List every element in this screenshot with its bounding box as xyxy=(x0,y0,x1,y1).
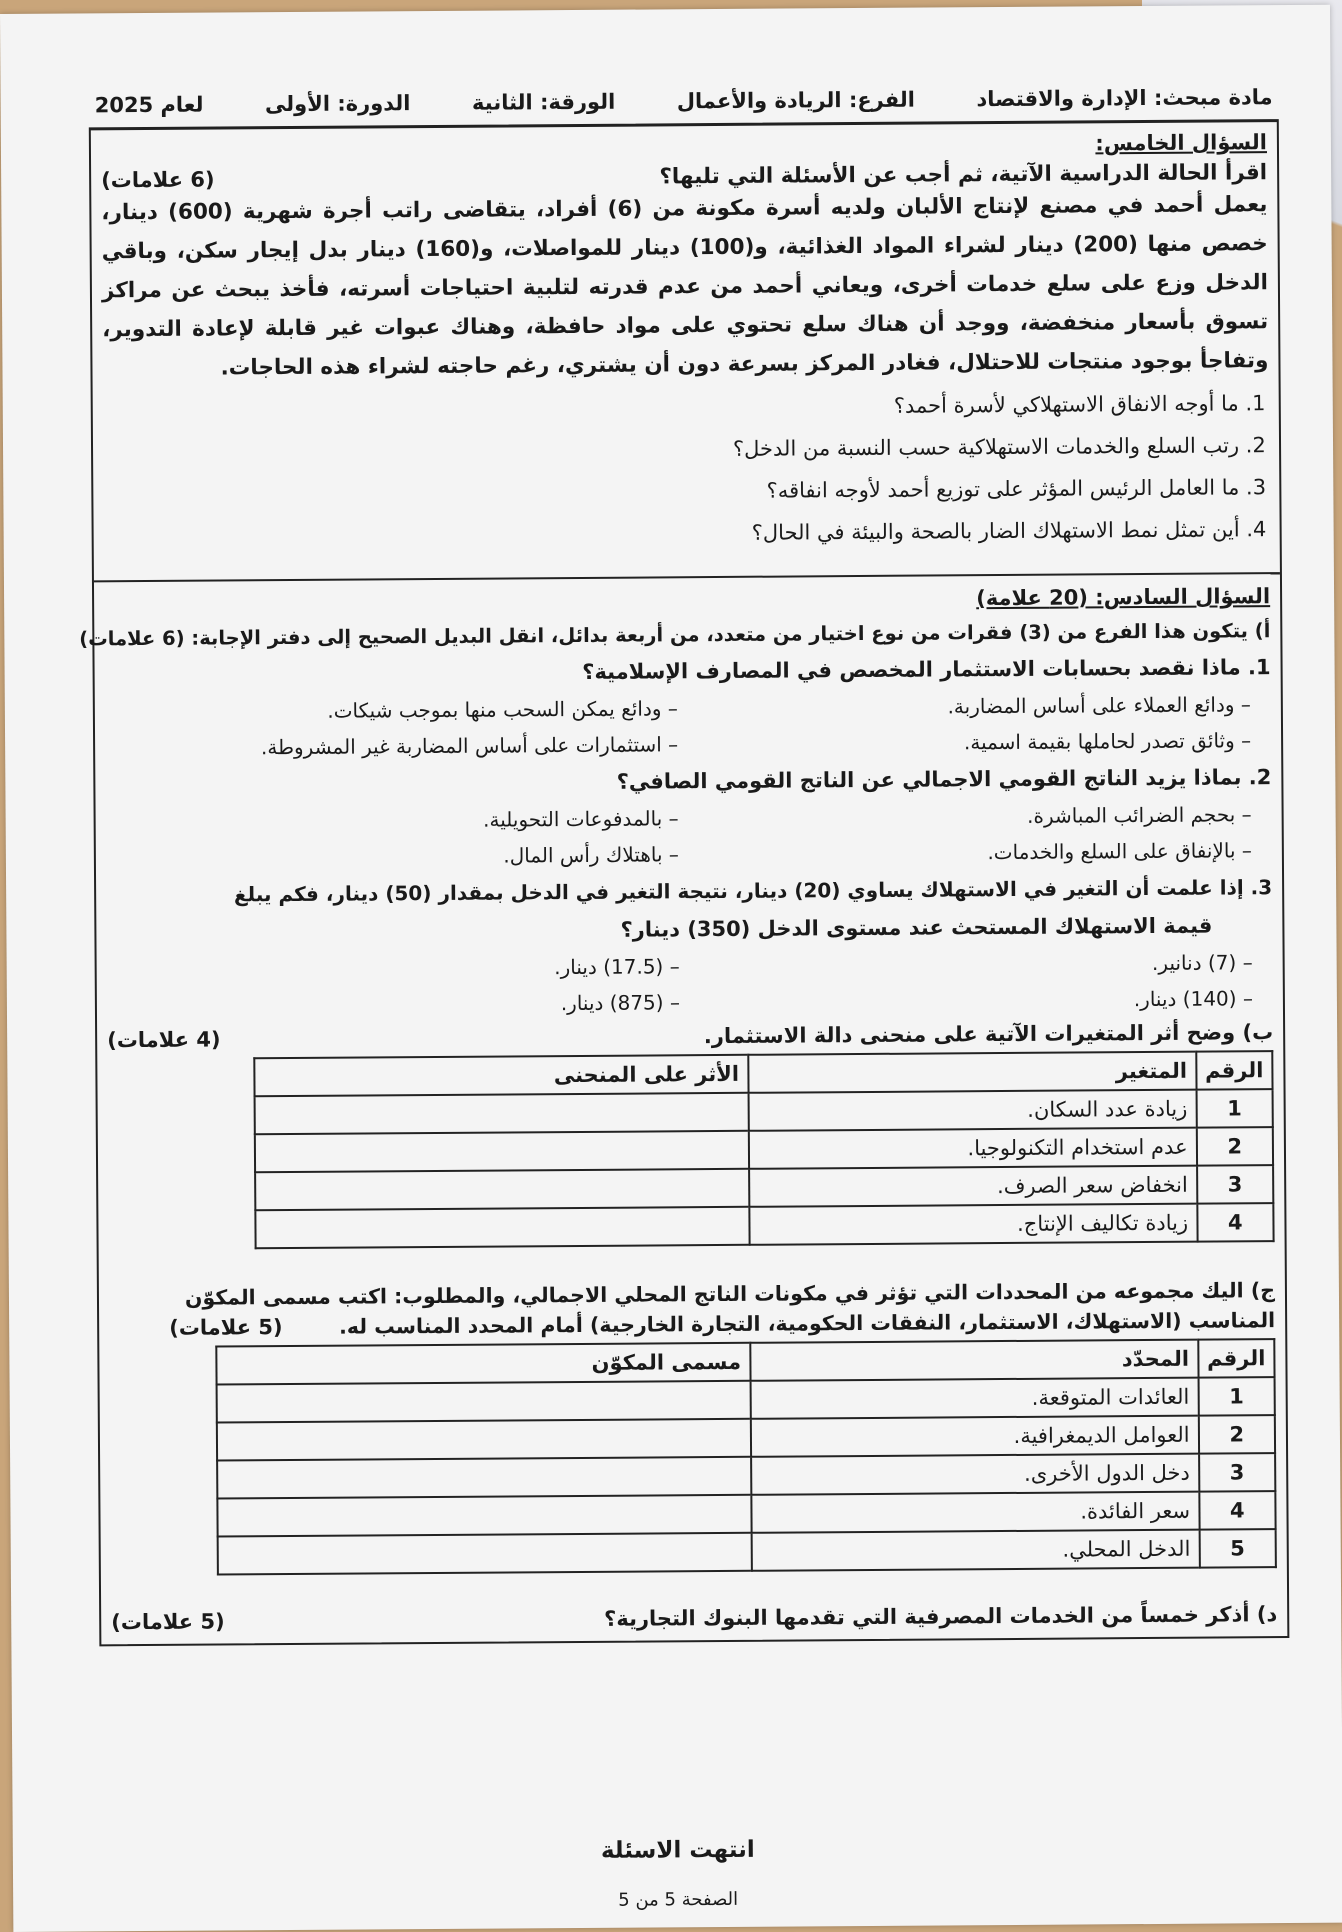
questions-frame xyxy=(79,119,1290,1646)
mcq-options-1 xyxy=(105,686,1271,766)
page-number: الصفحة 5 من 5 xyxy=(618,1888,739,1911)
mcq-question-2: 2. بماذا يزيد الناتج القومي الاجمالي عن الناتج القومي الصافي؟ xyxy=(616,765,1272,794)
row-number: 2 xyxy=(1196,1127,1273,1166)
q5-question-2: 2. رتب السلع والخدمات الاستهلاكية حسب النسبة من الدخل؟ xyxy=(103,424,1239,474)
part-d-text: د) أذكر خمساً من الخدمات المصرفية التي تقدمها البنوك التجارية؟ xyxy=(604,1602,1278,1631)
mcq-options-3 xyxy=(107,944,1273,1024)
mcq-option: – (140) دينار. xyxy=(1133,986,1253,1012)
row-number: 4 xyxy=(1197,1203,1274,1242)
row-label: زيادة عدد السكان. xyxy=(748,1090,1196,1131)
mcq-option: – ودائع العملاء على أساس المضاربة. xyxy=(947,692,1251,719)
part-c-intro-2: المناسب (الاستهلاك، الاستثمار، النفقات الحكومية، التجارة الخارجية) أمام المحدد المناسب له. xyxy=(339,1308,1276,1339)
col-number: الرقم xyxy=(1196,1051,1273,1090)
col-variable: المتغير xyxy=(748,1052,1196,1093)
row-number: 1 xyxy=(1198,1377,1275,1416)
col-effect: الأثر على المنحنى xyxy=(254,1055,748,1096)
part-d-marks: (5 علامات) xyxy=(111,1609,225,1635)
answer-cell[interactable] xyxy=(255,1093,749,1134)
part-c-intro-1: ج) اليك مجموعه من المحددات التي تؤثر في مكونات الناتج المحلي الاجمالي، والمطلوب: اكتب مسمى المكوّن xyxy=(184,1278,1276,1310)
mcq-option: – وثائق تصدر لحاملها بقيمة اسمية. xyxy=(963,728,1252,755)
section-divider xyxy=(94,572,1280,582)
investment-variables-table xyxy=(253,1050,1274,1249)
row-label: سعر الفائدة. xyxy=(751,1492,1199,1533)
table-row xyxy=(218,1529,1276,1574)
mcq-option: – باهتلاك رأس المال. xyxy=(503,842,679,868)
row-label: الدخل المحلي. xyxy=(751,1530,1199,1571)
row-number: 2 xyxy=(1198,1415,1275,1454)
answer-cell[interactable] xyxy=(217,1381,751,1423)
row-label: العوامل الديمغرافية. xyxy=(750,1416,1198,1457)
row-number: 5 xyxy=(1199,1529,1276,1568)
answer-cell[interactable] xyxy=(217,1457,751,1499)
answer-cell[interactable] xyxy=(217,1419,751,1461)
end-of-questions: انتهت الاسئلة xyxy=(600,1836,755,1864)
mcq-option: – بالمدفوعات التحويلية. xyxy=(483,806,679,832)
part-c-block xyxy=(109,1272,1275,1340)
col-number: الرقم xyxy=(1198,1339,1275,1378)
exam-page xyxy=(0,5,1342,1932)
mcq-option: – استثمارات على أساس المضاربة غير المشروطة. xyxy=(260,732,679,760)
q6-part-a-intro: أ) يتكون هذا الفرع من (3) فقرات من نوع اختيار من متعدد، من أربعة بدائل، انقل البديل الصحيح إلى دفتر الإجابة: (6 علامات) xyxy=(79,619,1271,651)
row-number: 1 xyxy=(1196,1089,1273,1128)
q5-question-list xyxy=(103,382,1270,558)
row-number: 3 xyxy=(1197,1165,1274,1204)
mcq-option: – (875) دينار. xyxy=(560,990,680,1016)
answer-cell[interactable] xyxy=(255,1207,749,1248)
q5-question-4: 4. أين تمثل نمط الاستهلاك الضار بالصحة والبيئة في الحال؟ xyxy=(104,508,1240,558)
row-number: 4 xyxy=(1199,1491,1276,1530)
mcq-option: – (7) دنانير. xyxy=(1151,950,1253,975)
col-determinant: المحدّد xyxy=(750,1340,1198,1381)
header-year: لعام 2025 xyxy=(94,92,204,118)
header-session: الدورة: الأولى xyxy=(264,91,411,117)
mcq-option: – (17.5) دينار. xyxy=(554,954,680,980)
answer-cell[interactable] xyxy=(218,1533,752,1575)
mcq-item-2 xyxy=(105,758,1272,876)
col-component: مسمى المكوّن xyxy=(216,1343,750,1385)
q5-question-3: 3. ما العامل الرئيس المؤثر على توزيع أحمد لأوجه انفاقه؟ xyxy=(103,466,1239,516)
row-label: انخفاض سعر الصرف. xyxy=(749,1166,1197,1207)
answer-cell[interactable] xyxy=(217,1495,751,1537)
row-label: عدم استخدام التكنولوجيا. xyxy=(748,1128,1196,1169)
mcq-item-3 xyxy=(106,868,1273,1024)
mcq-option: – ودائع يمكن السحب منها بموجب شيكات. xyxy=(327,696,678,723)
mcq-option: – بالإنفاق على السلع والخدمات. xyxy=(987,838,1252,865)
mcq-question-3: 3. إذا علمت أن التغير في الاستهلاك يساوي (20) دينار، نتيجة التغير في الدخل بمقدار (50) دينار، فكم يبلغ xyxy=(233,875,1273,907)
header-paper: الورقة: الثانية xyxy=(471,89,616,115)
q5-question-1: 1. ما أوجه الانفاق الاستهلاكي لأسرة أحمد؟ xyxy=(103,382,1239,432)
mcq-item-1 xyxy=(104,648,1271,766)
mcq-options-2 xyxy=(106,796,1272,876)
table-row xyxy=(255,1203,1273,1248)
answer-cell[interactable] xyxy=(255,1169,749,1210)
header-branch: الفرع: الريادة والأعمال xyxy=(676,87,915,114)
part-c-marks: (5 علامات) xyxy=(169,1315,283,1340)
mcq-question-3-cont: قيمة الاستهلاك المستحث عند مستوى الدخل (350) دينار؟ xyxy=(620,913,1213,942)
row-label: العائدات المتوقعة. xyxy=(750,1378,1198,1419)
gdp-determinants-table xyxy=(215,1338,1277,1575)
part-b-marks: (4 علامات) xyxy=(107,1027,221,1053)
q5-title: السؤال الخامس: xyxy=(1095,130,1268,156)
row-label: زيادة تكاليف الإنتاج. xyxy=(749,1204,1197,1245)
page-content xyxy=(79,85,1290,1646)
part-b-row xyxy=(107,1020,1273,1052)
q5-instruction: اقرأ الحالة الدراسية الآتية، ثم أجب عن الأسئلة التي تليها؟ xyxy=(659,160,1268,190)
q5-case-study: يعمل أحمد في مصنع لإنتاج الألبان ولديه أسرة مكونة من (6) أفراد، يتقاضى راتب أجرة شهرية (600) دينار، خصص منها (200) دينار لشراء المواد الغذائية، و(100) دينار للمواصلات، و(160) دينار بدل إيجار سكن، وباقي الدخل وزع على سلع خدمات أخرى، ويعاني أحمد من عدم قدرته لتلبية احتياجات أسرته، فأخذ يبحث عن مراكز تسوق بأسعار منخفضة، ووجد أن هناك سلع تحتوي على مواد حافظة، وهناك عبوات غير قابلة لإعادة التدوير، وتفاجأ بوجود منتجات للاحتلال، فغادر المركز بسرعة دون أن يشتري، رغم حاجته لشراء هذه الحاجات. xyxy=(101,192,1269,381)
row-label: دخل الدول الأخرى. xyxy=(751,1454,1199,1495)
part-d-row xyxy=(111,1602,1277,1634)
answer-cell[interactable] xyxy=(255,1131,749,1172)
header-subject: مادة مبحث: الإدارة والاقتصاد xyxy=(976,85,1273,112)
q6-title: السؤال السادس: (20 علامة) xyxy=(976,584,1271,611)
mcq-option: – بحجم الضرائب المباشرة. xyxy=(1027,802,1252,828)
mcq-question-1: 1. ماذا نقصد بحسابات الاستثمار المخصص في المصارف الإسلامية؟ xyxy=(582,655,1271,684)
part-b-intro: ب) وضح أثر المتغيرات الآتية على منحنى دالة الاستثمار. xyxy=(703,1020,1274,1049)
row-number: 3 xyxy=(1199,1453,1276,1492)
q5-marks: (6 علامات) xyxy=(101,167,215,193)
